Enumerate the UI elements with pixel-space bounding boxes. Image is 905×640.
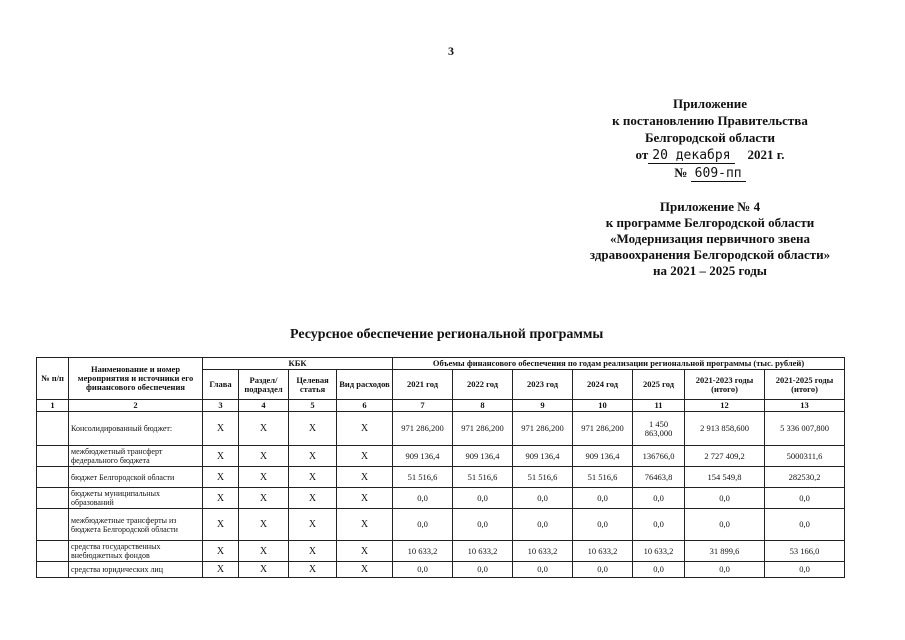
value-cell: 51 516,6 — [573, 467, 633, 488]
appendix-line-3: Белгородской области — [644, 130, 776, 145]
column-number: 2 — [69, 400, 203, 412]
column-number: 1 — [37, 400, 69, 412]
value-cell: 0,0 — [685, 509, 765, 541]
kbk-cell: Х — [289, 488, 337, 509]
value-cell: 909 136,4 — [453, 446, 513, 467]
column-number-row — [37, 400, 845, 412]
header-kbk: КБК — [203, 358, 393, 370]
header-year-col: 2022 год — [453, 370, 513, 400]
value-cell: 76463,8 — [633, 467, 685, 488]
value-cell: 0,0 — [765, 562, 845, 578]
value-cell: 0,0 — [513, 488, 573, 509]
value-cell: 53 166,0 — [765, 541, 845, 562]
kbk-cell: Х — [337, 562, 393, 578]
header-kbk-col: Раздел/ подраздел — [239, 370, 289, 400]
header-year-col: 2023 год — [513, 370, 573, 400]
kbk-cell: Х — [289, 412, 337, 446]
kbk-cell: Х — [289, 509, 337, 541]
kbk-cell: Х — [203, 488, 239, 509]
value-cell: 10 633,2 — [513, 541, 573, 562]
kbk-cell: Х — [239, 541, 289, 562]
value-cell: 971 286,200 — [393, 412, 453, 446]
value-cell: 282530,2 — [765, 467, 845, 488]
kbk-cell: Х — [289, 467, 337, 488]
kbk-cell: Х — [289, 541, 337, 562]
kbk-cell: Х — [239, 467, 289, 488]
value-cell: 51 516,6 — [513, 467, 573, 488]
kbk-cell: Х — [239, 509, 289, 541]
header-kbk-col: Вид расходов — [337, 370, 393, 400]
header-kbk-col: Целевая статья — [289, 370, 337, 400]
kbk-cell: Х — [239, 488, 289, 509]
date-suffix: 2021 г. — [747, 147, 785, 162]
value-cell: 5 336 007,800 — [765, 412, 845, 446]
value-cell: 10 633,2 — [453, 541, 513, 562]
row-name: бюджеты муниципальных образований — [69, 488, 203, 509]
value-cell: 909 136,4 — [393, 446, 453, 467]
header-volumes: Объемы финансового обеспечения по годам реализации региональной программы (тыс. рублей) — [393, 358, 845, 370]
value-cell: 51 516,6 — [393, 467, 453, 488]
column-number: 10 — [573, 400, 633, 412]
kbk-cell: Х — [289, 562, 337, 578]
header-num: № п/п — [37, 358, 69, 400]
resource-table — [36, 357, 845, 578]
row-number — [37, 412, 69, 446]
kbk-cell: Х — [203, 412, 239, 446]
value-cell: 0,0 — [685, 488, 765, 509]
value-cell: 0,0 — [453, 562, 513, 578]
header-year-col: 2021-2023 годы (итого) — [685, 370, 765, 400]
column-number: 8 — [453, 400, 513, 412]
table-row — [37, 541, 845, 562]
appendix-date-line — [560, 146, 860, 164]
row-name: Консолидированный бюджет: — [69, 412, 203, 446]
value-cell: 2 913 858,600 — [685, 412, 765, 446]
table-row — [37, 509, 845, 541]
value-cell: 909 136,4 — [513, 446, 573, 467]
table-row — [37, 562, 845, 578]
table-row — [37, 488, 845, 509]
value-cell: 0,0 — [453, 488, 513, 509]
kbk-cell: Х — [337, 509, 393, 541]
header-name: Наименование и номер мероприятия и источники его финансового обеспечения — [69, 358, 203, 400]
row-number — [37, 488, 69, 509]
kbk-cell: Х — [289, 446, 337, 467]
header-year-col: 2025 год — [633, 370, 685, 400]
header-year-col: 2021 год — [393, 370, 453, 400]
row-name: бюджет Белгородской области — [69, 467, 203, 488]
column-number: 11 — [633, 400, 685, 412]
kbk-cell: Х — [203, 541, 239, 562]
row-number — [37, 446, 69, 467]
column-number: 12 — [685, 400, 765, 412]
value-cell: 2 727 409,2 — [685, 446, 765, 467]
column-number: 6 — [337, 400, 393, 412]
value-cell: 909 136,4 — [573, 446, 633, 467]
number-prefix: № — [674, 165, 688, 180]
value-cell: 0,0 — [685, 562, 765, 578]
page-number: 3 — [448, 44, 454, 58]
value-cell: 10 633,2 — [393, 541, 453, 562]
value-cell: 0,0 — [513, 562, 573, 578]
kbk-cell: Х — [203, 509, 239, 541]
kbk-cell: Х — [239, 412, 289, 446]
appendix-4-title: Приложение № 4 — [659, 199, 761, 214]
appendix-line-2: к постановлению Правительства — [612, 113, 808, 128]
header-year-col: 2021-2025 годы (итого) — [765, 370, 845, 400]
appendix-title: Приложение — [672, 96, 748, 111]
appendix-4-line-2: к программе Белгородской области — [605, 215, 815, 230]
date-prefix: от — [635, 147, 649, 162]
section-title: Ресурсное обеспечение региональной программы — [290, 327, 604, 342]
kbk-cell: Х — [239, 446, 289, 467]
kbk-cell: Х — [337, 467, 393, 488]
handwritten-date: 20 декабря — [648, 148, 734, 164]
appendix-4-line-3: «Модернизация первичного звена — [610, 231, 810, 246]
kbk-cell: Х — [203, 446, 239, 467]
column-number: 4 — [239, 400, 289, 412]
row-name: межбюджетные трансферты из бюджета Белгородской области — [69, 509, 203, 541]
kbk-cell: Х — [337, 446, 393, 467]
value-cell: 0,0 — [573, 562, 633, 578]
value-cell: 971 286,200 — [513, 412, 573, 446]
value-cell: 0,0 — [573, 488, 633, 509]
value-cell: 0,0 — [513, 509, 573, 541]
value-cell: 0,0 — [393, 562, 453, 578]
column-number: 7 — [393, 400, 453, 412]
appendix-4-line-4: здравоохранения Белгородской области» — [589, 247, 831, 262]
row-number — [37, 509, 69, 541]
value-cell: 0,0 — [453, 509, 513, 541]
row-number — [37, 467, 69, 488]
value-cell: 10 633,2 — [633, 541, 685, 562]
header-kbk-col: Глава — [203, 370, 239, 400]
kbk-cell: Х — [203, 562, 239, 578]
row-number — [37, 541, 69, 562]
value-cell: 31 899,6 — [685, 541, 765, 562]
value-cell: 971 286,200 — [573, 412, 633, 446]
value-cell: 51 516,6 — [453, 467, 513, 488]
appendix-4-line-5: на 2021 – 2025 годы — [653, 263, 767, 278]
value-cell: 0,0 — [765, 488, 845, 509]
value-cell: 0,0 — [765, 509, 845, 541]
kbk-cell: Х — [337, 412, 393, 446]
value-cell: 971 286,200 — [453, 412, 513, 446]
value-cell: 0,0 — [393, 509, 453, 541]
value-cell: 0,0 — [573, 509, 633, 541]
value-cell: 0,0 — [633, 562, 685, 578]
value-cell: 154 549,8 — [685, 467, 765, 488]
appendix-header — [560, 95, 860, 182]
table-row — [37, 412, 845, 446]
value-cell: 0,0 — [633, 488, 685, 509]
column-number: 5 — [289, 400, 337, 412]
value-cell: 0,0 — [393, 488, 453, 509]
value-cell: 0,0 — [633, 509, 685, 541]
column-number: 13 — [765, 400, 845, 412]
handwritten-number: 609-пп — [691, 166, 746, 182]
column-number: 9 — [513, 400, 573, 412]
header-year-col: 2024 год — [573, 370, 633, 400]
appendix-number-line — [560, 164, 860, 182]
table-row — [37, 446, 845, 467]
row-name: межбюджетный трансферт федерального бюджета — [69, 446, 203, 467]
value-cell: 5000311,6 — [765, 446, 845, 467]
kbk-cell: Х — [337, 541, 393, 562]
table-row — [37, 467, 845, 488]
value-cell: 10 633,2 — [573, 541, 633, 562]
row-name: средства государственных внебюджетных фондов — [69, 541, 203, 562]
column-number: 3 — [203, 400, 239, 412]
value-cell: 1 450 863,000 — [633, 412, 685, 446]
value-cell: 136766,0 — [633, 446, 685, 467]
kbk-cell: Х — [239, 562, 289, 578]
row-number — [37, 562, 69, 578]
kbk-cell: Х — [203, 467, 239, 488]
row-name: средства юридических лиц — [69, 562, 203, 578]
kbk-cell: Х — [337, 488, 393, 509]
appendix-4-header — [560, 199, 860, 279]
